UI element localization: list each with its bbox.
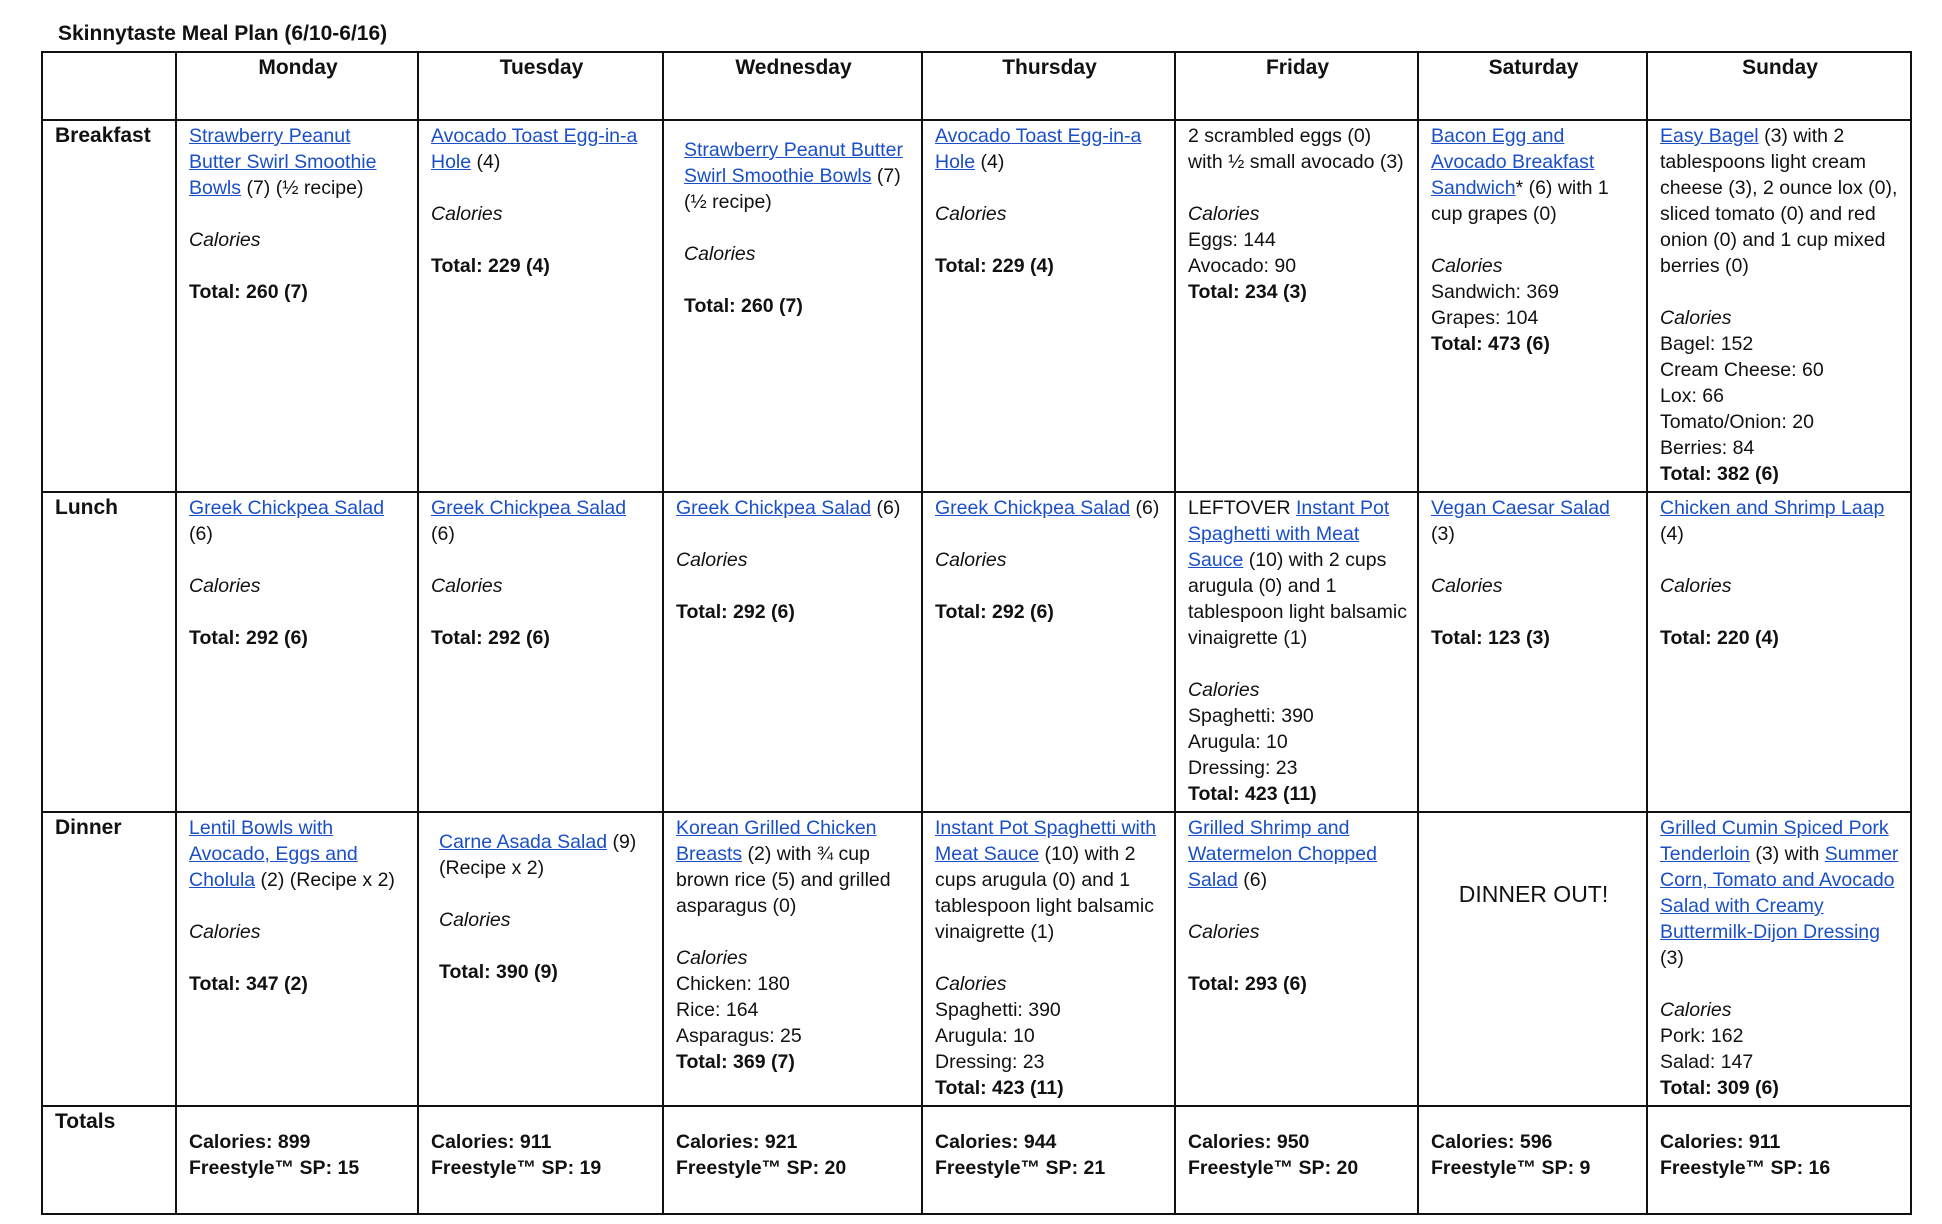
day-header-friday: Friday xyxy=(1175,52,1418,120)
meal-total: Total: 292 (6) xyxy=(431,627,550,649)
recipe-link[interactable]: Greek Chickpea Salad xyxy=(676,497,872,519)
corner-cell xyxy=(42,52,176,120)
calorie-line: Arugula: 10 xyxy=(935,1025,1035,1047)
meal-detail: (7) (½ recipe) xyxy=(241,177,364,199)
meal-cell xyxy=(1418,120,1647,492)
totals-cell xyxy=(176,1106,418,1214)
meal-detail: (4) xyxy=(1660,523,1684,545)
calorie-line: Spaghetti: 390 xyxy=(935,999,1061,1021)
dinner-row xyxy=(42,812,1911,1106)
meal-detail: (7) (½ recipe) xyxy=(684,165,901,213)
meal-detail: (10) with 2 cups arugula (0) and 1 tablespoon light balsamic vinaigrette (1) xyxy=(1188,549,1407,649)
recipe-link[interactable]: Carne Asada Salad xyxy=(439,831,608,853)
calories-label: Calories xyxy=(684,243,756,265)
meal-detail: (2) with ¾ cup brown rice (5) and grilled asparagus (0) xyxy=(676,843,891,917)
meal-cell xyxy=(176,812,418,1106)
meal-cell xyxy=(1175,812,1418,1106)
meal-total: Total: 292 (6) xyxy=(935,601,1054,623)
meal-detail: 2 scrambled eggs (0) with ½ small avocado (3) xyxy=(1188,125,1404,173)
row-label-totals: Totals xyxy=(42,1106,176,1214)
calorie-line: Chicken: 180 xyxy=(676,973,790,995)
breakfast-row xyxy=(42,120,1911,492)
day-smartpoints: Freestyle™ SP: 9 xyxy=(1431,1157,1591,1179)
meal-detail: (2) (Recipe x 2) xyxy=(255,869,395,891)
calories-label: Calories xyxy=(1188,203,1260,225)
meal-total: Total: 123 (3) xyxy=(1431,627,1550,649)
meal-total: Total: 382 (6) xyxy=(1660,463,1779,485)
header-row xyxy=(42,52,1911,120)
calories-label: Calories xyxy=(1188,921,1260,943)
totals-cell xyxy=(418,1106,663,1214)
totals-cell xyxy=(1175,1106,1418,1214)
calorie-line: Rice: 164 xyxy=(676,999,759,1021)
meal-total: Total: 473 (6) xyxy=(1431,333,1550,355)
calories-label: Calories xyxy=(189,575,261,597)
totals-row xyxy=(42,1106,1911,1214)
page-title: Skinnytaste Meal Plan (6/10-6/16) xyxy=(58,22,388,45)
recipe-link[interactable]: Avocado Toast Egg-in-a Hole xyxy=(431,125,638,173)
recipe-link[interactable]: Grilled Shrimp and Watermelon Chopped Salad xyxy=(1188,817,1377,891)
totals-cell xyxy=(1418,1106,1647,1214)
meal-cell xyxy=(922,812,1175,1106)
calorie-line: Grapes: 104 xyxy=(1431,307,1539,329)
calorie-line: Spaghetti: 390 xyxy=(1188,705,1314,727)
dinner-out-note: DINNER OUT! xyxy=(1458,881,1609,907)
day-header-saturday: Saturday xyxy=(1418,52,1647,120)
day-calories: Calories: 950 xyxy=(1188,1131,1310,1153)
meal-detail: (6) xyxy=(871,497,901,519)
meal-total: Total: 423 (11) xyxy=(1188,783,1317,805)
meal-total: Total: 229 (4) xyxy=(431,255,550,277)
recipe-link[interactable]: Greek Chickpea Salad xyxy=(935,497,1131,519)
row-label-lunch: Lunch xyxy=(42,492,176,812)
calories-label: Calories xyxy=(676,947,748,969)
day-calories: Calories: 596 xyxy=(1431,1131,1553,1153)
calories-label: Calories xyxy=(431,575,503,597)
meal-total: Total: 347 (2) xyxy=(189,973,308,995)
meal-cell xyxy=(418,812,663,1106)
calories-label: Calories xyxy=(935,203,1007,225)
meal-plan-table xyxy=(41,51,1912,1215)
calories-label: Calories xyxy=(1660,999,1732,1021)
recipe-link[interactable]: Greek Chickpea Salad xyxy=(431,497,627,519)
meal-detail: (3) xyxy=(1660,947,1684,969)
calories-label: Calories xyxy=(935,973,1007,995)
recipe-link[interactable]: Greek Chickpea Salad xyxy=(189,497,385,519)
recipe-link[interactable]: Lentil Bowls with Avocado, Eggs and Cholula xyxy=(189,817,358,891)
day-smartpoints: Freestyle™ SP: 20 xyxy=(676,1157,847,1179)
meal-total: Total: 390 (9) xyxy=(439,961,558,983)
meal-cell xyxy=(1175,120,1418,492)
calorie-line: Sandwich: 369 xyxy=(1431,281,1559,303)
totals-cell xyxy=(1647,1106,1911,1214)
row-label-dinner: Dinner xyxy=(42,812,176,1106)
recipe-link[interactable]: Chicken and Shrimp Laap xyxy=(1660,497,1885,519)
meal-cell xyxy=(922,492,1175,812)
day-header-thursday: Thursday xyxy=(922,52,1175,120)
row-label-breakfast: Breakfast xyxy=(42,120,176,492)
totals-cell xyxy=(663,1106,922,1214)
calorie-line: Lox: 66 xyxy=(1660,385,1724,407)
calorie-line: Avocado: 90 xyxy=(1188,255,1297,277)
meal-total: Total: 260 (7) xyxy=(189,281,308,303)
recipe-link[interactable]: Instant Pot Spaghetti with Meat Sauce xyxy=(1188,497,1390,571)
day-header-monday: Monday xyxy=(176,52,418,120)
meal-detail: (6) xyxy=(189,523,213,545)
calories-label: Calories xyxy=(439,909,511,931)
calories-label: Calories xyxy=(1660,307,1732,329)
meal-cell xyxy=(663,120,922,492)
meal-total: Total: 369 (7) xyxy=(676,1051,795,1073)
calories-label: Calories xyxy=(1431,575,1503,597)
meal-total: Total: 260 (7) xyxy=(684,295,803,317)
meal-cell xyxy=(1418,812,1647,1106)
recipe-link[interactable]: Korean Grilled Chicken Breasts xyxy=(676,817,877,865)
day-header-sunday: Sunday xyxy=(1647,52,1911,120)
meal-detail: * (6) with 1 cup grapes (0) xyxy=(1431,177,1609,225)
calorie-line: Dressing: 23 xyxy=(935,1051,1045,1073)
meal-total: Total: 309 (6) xyxy=(1660,1077,1779,1099)
meal-cell xyxy=(1175,492,1418,812)
day-smartpoints: Freestyle™ SP: 15 xyxy=(189,1157,360,1179)
calorie-line: Dressing: 23 xyxy=(1188,757,1298,779)
recipe-link[interactable]: Summer Corn, Tomato and Avocado Salad with Creamy Buttermilk-Dijon Dressing xyxy=(1660,843,1899,943)
meal-detail: (4) xyxy=(471,151,501,173)
recipe-link[interactable]: Vegan Caesar Salad xyxy=(1431,497,1610,519)
calories-label: Calories xyxy=(1188,679,1260,701)
calories-label: Calories xyxy=(1431,255,1503,277)
recipe-link[interactable]: Instant Pot Spaghetti with Meat Sauce xyxy=(935,817,1157,865)
meal-detail: (6) xyxy=(1130,497,1160,519)
meal-cell xyxy=(922,120,1175,492)
meal-total: Total: 293 (6) xyxy=(1188,973,1307,995)
lunch-row xyxy=(42,492,1911,812)
meal-cell xyxy=(176,492,418,812)
meal-cell xyxy=(1647,812,1911,1106)
meal-detail: (3) with 2 tablespoons light cream cheese (3), 2 ounce lox (0), sliced tomato (0) and red onion (0) and 1 cup mixed berries (0) xyxy=(1660,125,1898,277)
recipe-link[interactable]: Strawberry Peanut Butter Swirl Smoothie Bowls xyxy=(189,125,377,199)
calorie-line: Cream Cheese: 60 xyxy=(1660,359,1824,381)
day-smartpoints: Freestyle™ SP: 21 xyxy=(935,1157,1106,1179)
meal-cell xyxy=(663,812,922,1106)
meal-cell xyxy=(418,492,663,812)
recipe-link[interactable]: Grilled Cumin Spiced Pork Tenderloin xyxy=(1660,817,1889,865)
calories-label: Calories xyxy=(431,203,503,225)
meal-detail: (6) xyxy=(431,523,455,545)
calorie-line: Bagel: 152 xyxy=(1660,333,1754,355)
meal-detail: (10) with 2 cups arugula (0) and 1 tablespoon light balsamic vinaigrette (1) xyxy=(935,843,1154,943)
meal-detail: (9) (Recipe x 2) xyxy=(439,831,637,879)
day-calories: Calories: 899 xyxy=(189,1131,311,1153)
meal-cell xyxy=(176,120,418,492)
day-calories: Calories: 911 xyxy=(431,1131,552,1153)
calories-label: Calories xyxy=(676,549,748,571)
meal-cell xyxy=(418,120,663,492)
day-calories: Calories: 911 xyxy=(1660,1131,1781,1153)
meal-total: Total: 220 (4) xyxy=(1660,627,1779,649)
meal-cell xyxy=(663,492,922,812)
meal-detail: (6) xyxy=(1237,869,1268,891)
calories-label: Calories xyxy=(189,921,261,943)
meal-detail: (3) xyxy=(1431,523,1455,545)
day-header-wednesday: Wednesday xyxy=(663,52,922,120)
calorie-line: Berries: 84 xyxy=(1660,437,1755,459)
calories-label: Calories xyxy=(1660,575,1732,597)
recipe-link[interactable]: Avocado Toast Egg-in-a Hole xyxy=(935,125,1142,173)
day-calories: Calories: 944 xyxy=(935,1131,1057,1153)
calorie-line: Tomato/Onion: 20 xyxy=(1660,411,1814,433)
recipe-link[interactable]: Easy Bagel xyxy=(1660,125,1759,147)
meal-cell xyxy=(1647,120,1911,492)
meal-total: Total: 292 (6) xyxy=(676,601,795,623)
meal-total: Total: 423 (11) xyxy=(935,1077,1064,1099)
totals-cell xyxy=(922,1106,1175,1214)
meal-detail: (3) with xyxy=(1749,843,1825,865)
day-smartpoints: Freestyle™ SP: 20 xyxy=(1188,1157,1359,1179)
day-smartpoints: Freestyle™ SP: 16 xyxy=(1660,1157,1831,1179)
calories-label: Calories xyxy=(935,549,1007,571)
meal-detail: LEFTOVER xyxy=(1188,497,1297,519)
calories-label: Calories xyxy=(189,229,261,251)
meal-total: Total: 234 (3) xyxy=(1188,281,1307,303)
calorie-line: Eggs: 144 xyxy=(1188,229,1276,251)
calorie-line: Salad: 147 xyxy=(1660,1051,1754,1073)
calorie-line: Arugula: 10 xyxy=(1188,731,1288,753)
meal-total: Total: 229 (4) xyxy=(935,255,1054,277)
calorie-line: Asparagus: 25 xyxy=(676,1025,802,1047)
recipe-link[interactable]: Strawberry Peanut Butter Swirl Smoothie Bowls xyxy=(684,139,903,187)
meal-total: Total: 292 (6) xyxy=(189,627,308,649)
meal-cell xyxy=(1647,492,1911,812)
day-header-tuesday: Tuesday xyxy=(418,52,663,120)
meal-cell xyxy=(1418,492,1647,812)
meal-detail: (4) xyxy=(975,151,1005,173)
calorie-line: Pork: 162 xyxy=(1660,1025,1744,1047)
recipe-link[interactable]: Bacon Egg and Avocado Breakfast Sandwich xyxy=(1431,125,1595,199)
day-smartpoints: Freestyle™ SP: 19 xyxy=(431,1157,602,1179)
day-calories: Calories: 921 xyxy=(676,1131,798,1153)
